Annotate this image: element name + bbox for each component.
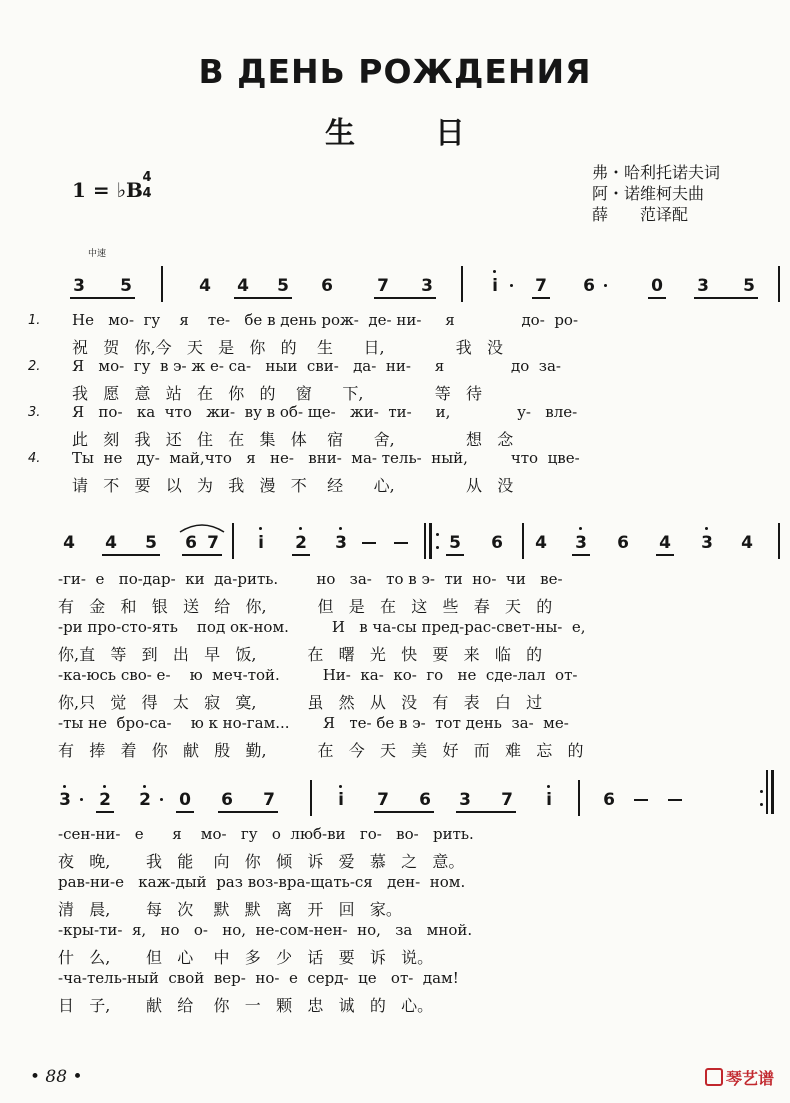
lyric-line-ru: Ты не ду- май,что я не- вни- ма- тель- ный, что цве- <box>72 449 580 467</box>
beam-line <box>374 297 436 299</box>
note: 7 <box>535 276 547 296</box>
lyric-line-zh: 请 不 要 以 为 我 漫 不 经 心, 从 没 <box>72 476 514 495</box>
note: 3 <box>697 276 709 296</box>
lyric-line-ru: -ча-тель-ный свой вер- но- е серд- це от- дам! <box>58 969 459 987</box>
extension-dash <box>394 542 408 544</box>
note: 5 <box>277 276 289 296</box>
repeat-dot <box>760 803 763 806</box>
lyric-line-ru: Я по- ка что жи- ву в об- ще- жи- ти- и, у- вле- <box>72 403 578 421</box>
beam-line <box>648 297 666 299</box>
note: 3 <box>59 790 71 810</box>
note: 4 <box>741 533 753 553</box>
bar-line <box>522 523 524 559</box>
note: 6 <box>185 533 197 553</box>
beam-line <box>182 554 222 556</box>
bar-line <box>161 266 163 302</box>
note: 3 <box>701 533 713 553</box>
lyric-line-zh: 你,直 等 到 出 早 饭, 在 曙 光 快 要 来 临 的 <box>58 645 543 664</box>
repeat-dot <box>436 533 439 536</box>
verse-number: 1. <box>28 313 41 328</box>
beam-line <box>446 554 464 556</box>
lyric-line-zh: 你,只 觉 得 太 寂 寞, 虽 然 从 没 有 表 白 过 <box>58 693 543 712</box>
note: 6 <box>491 533 503 553</box>
note: i <box>258 533 264 553</box>
high-octave-dot <box>705 527 708 530</box>
high-octave-dot <box>103 785 106 788</box>
beam-line <box>96 811 114 813</box>
lyric-line-zh: 什 么, 但 心 中 多 少 话 要 诉 说。 <box>58 948 434 967</box>
bar-line <box>461 266 463 302</box>
note: 6 <box>603 790 615 810</box>
repeat-bar <box>771 770 774 814</box>
credit-translator: 薛 范译配 <box>592 205 689 224</box>
high-octave-dot <box>143 785 146 788</box>
note: 3 <box>575 533 587 553</box>
note: 7 <box>377 276 389 296</box>
extension-dash <box>362 542 376 544</box>
lyric-line-zh: 我 愿 意 站 在 你 的 窗 下, 等 待 <box>72 384 482 403</box>
augmentation-dot <box>80 798 83 801</box>
high-octave-dot <box>547 785 550 788</box>
bar-line <box>424 523 426 559</box>
song-title-chinese: 生日 <box>325 116 545 151</box>
time-signature <box>140 170 154 202</box>
lyric-line-ru: -сен-ни- е я мо- гу о люб-ви го- во- рить. <box>58 825 474 843</box>
lyric-line-ru: -ги- е по-дар- ки да-рить. но за- то в э- ти но- чи ве- <box>58 570 563 588</box>
note: 0 <box>651 276 663 296</box>
bar-line <box>578 780 580 816</box>
tempo-marking: 中速 <box>88 249 107 259</box>
lyric-line-ru: -кры-ти- я, но о- но, не-сом-нен- но, за мной. <box>58 921 473 939</box>
high-octave-dot <box>63 785 66 788</box>
lyric-line-zh: 日 子, 献 给 你 一 颗 忠 诚 的 心。 <box>58 996 434 1015</box>
lyric-line-zh: 祝 贺 你,今 天 是 你 的 生 日, 我 没 <box>72 338 504 357</box>
augmentation-dot <box>604 284 607 287</box>
high-octave-dot <box>259 527 262 530</box>
extension-dash <box>634 799 648 801</box>
note: i <box>492 276 498 296</box>
note: 4 <box>199 276 211 296</box>
beam-line <box>694 297 758 299</box>
high-octave-dot <box>339 527 342 530</box>
lyric-line-zh: 夜 晚, 我 能 向 你 倾 诉 爱 慕 之 意。 <box>58 852 465 871</box>
bar-line <box>766 770 768 814</box>
beam-line <box>234 297 292 299</box>
piano-icon <box>705 1068 723 1086</box>
note: 7 <box>207 533 219 553</box>
note: 4 <box>63 533 75 553</box>
beam-line <box>70 297 135 299</box>
note: 3 <box>459 790 471 810</box>
bar-line <box>778 266 780 302</box>
note: 2 <box>139 790 151 810</box>
lyric-line-zh: 此 刻 我 还 住 在 集 体 宿 舍, 想 念 <box>72 430 514 449</box>
note: 3 <box>335 533 347 553</box>
beam-line <box>572 554 590 556</box>
note: 4 <box>659 533 671 553</box>
note: 2 <box>99 790 111 810</box>
lyric-line-ru: -ты не бро-са- ю к но-гам... Я те- бе в э- тот день за- ме- <box>58 714 569 732</box>
beam-line <box>374 811 434 813</box>
lyric-line-zh: 有 捧 着 你 献 殷 勤, 在 今 天 美 好 而 难 忘 的 <box>58 741 584 760</box>
note: 3 <box>73 276 85 296</box>
note: 7 <box>501 790 513 810</box>
verse-number: 2. <box>28 359 41 374</box>
repeat-dot <box>760 790 763 793</box>
page-number: • 88 • <box>30 1067 83 1087</box>
credit-composer: 阿・诺维柯夫曲 <box>592 184 705 203</box>
credit-lyricist: 弗・哈利托诺夫词 <box>592 163 721 182</box>
repeat-dot <box>436 546 439 549</box>
high-octave-dot <box>579 527 582 530</box>
note: 5 <box>145 533 157 553</box>
high-octave-dot <box>339 785 342 788</box>
note: 6 <box>221 790 233 810</box>
beam-line <box>656 554 674 556</box>
note: 7 <box>377 790 389 810</box>
note: 3 <box>421 276 433 296</box>
note: 4 <box>535 533 547 553</box>
note: 6 <box>419 790 431 810</box>
lyric-line-ru: рав-ни-е каж-дый раз воз-вра-щать-ся ден- ном. <box>58 873 466 891</box>
verse-number: 3. <box>28 405 41 420</box>
watermark-text: 琴艺谱 <box>726 1069 775 1088</box>
note: 5 <box>120 276 132 296</box>
verse-number: 4. <box>28 451 41 466</box>
bar-line <box>778 523 780 559</box>
watermark-logo <box>705 1066 774 1089</box>
high-octave-dot <box>493 270 496 273</box>
lyric-line-ru: Не мо- гу я те- бе в день рож- де- ни- я до- ро- <box>72 311 579 329</box>
lyric-line-ru: Я мо- гу в э- ж е- са- ныи сви- да- ни- я до за- <box>72 357 561 375</box>
time-signature-top: 4 <box>142 170 152 185</box>
beam-line <box>456 811 516 813</box>
note: 5 <box>449 533 461 553</box>
lyric-line-zh: 有 金 和 银 送 给 你, 但 是 在 这 些 春 天 的 <box>58 597 553 616</box>
lyric-line-ru: -ка-юсь сво- е- ю меч-той. Ни- ка- ко- го не сде-лал от- <box>58 666 578 684</box>
slur-mark <box>178 520 226 534</box>
note: 6 <box>321 276 333 296</box>
note: 4 <box>237 276 249 296</box>
note: 0 <box>179 790 191 810</box>
note: 2 <box>295 533 307 553</box>
song-title-russian: В ДЕНЬ РОЖДЕНИЯ <box>198 52 592 91</box>
beam-line <box>102 554 160 556</box>
note: 5 <box>743 276 755 296</box>
note: 4 <box>105 533 117 553</box>
augmentation-dot <box>160 798 163 801</box>
repeat-bar <box>429 523 432 559</box>
extension-dash <box>668 799 682 801</box>
augmentation-dot <box>510 284 513 287</box>
beam-line <box>176 811 194 813</box>
beam-line <box>218 811 278 813</box>
note: i <box>338 790 344 810</box>
note: i <box>546 790 552 810</box>
bar-line <box>310 780 312 816</box>
beam-line <box>292 554 310 556</box>
note: 6 <box>583 276 595 296</box>
note: 7 <box>263 790 275 810</box>
beam-line <box>532 297 550 299</box>
credits <box>592 162 720 225</box>
lyric-line-zh: 清 晨, 每 次 默 默 离 开 回 家。 <box>58 900 402 919</box>
lyric-line-ru: -ри про-сто-ять под ок-ном. И в ча-сы пред-рас-свет-ны- е, <box>58 618 586 636</box>
note: 6 <box>617 533 629 553</box>
high-octave-dot <box>299 527 302 530</box>
bar-line <box>232 523 234 559</box>
key-signature: 1 = ♭B <box>72 178 143 202</box>
time-signature-bottom: 4 <box>142 186 152 201</box>
